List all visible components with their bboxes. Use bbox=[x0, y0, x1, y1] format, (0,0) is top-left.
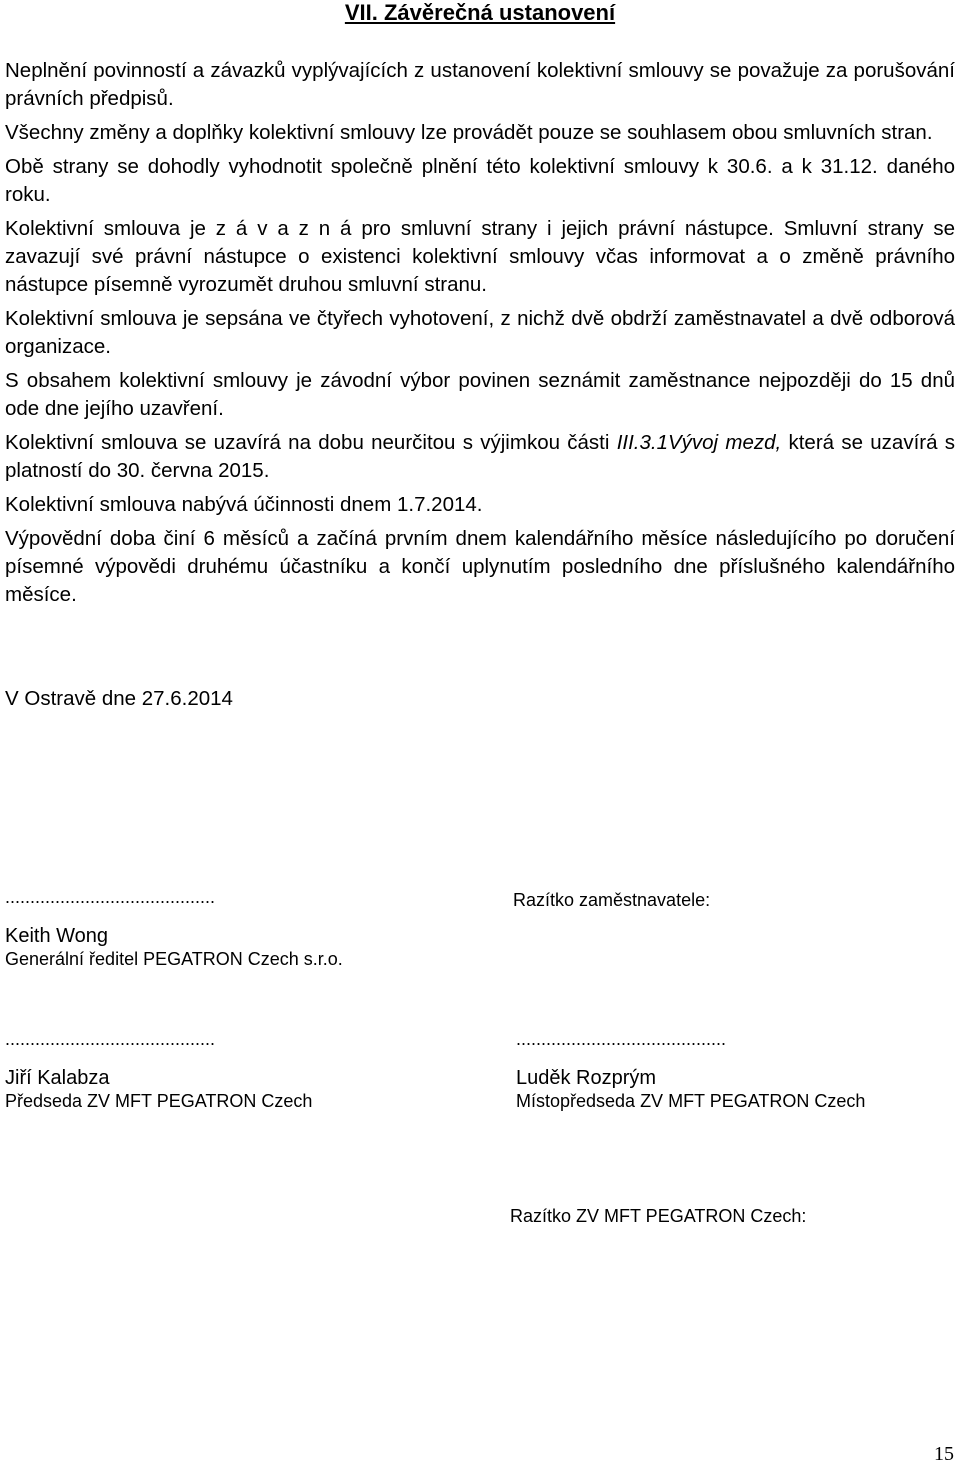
paragraph-effective: Kolektivní smlouva nabývá účinnosti dnem 1.7.2014. bbox=[5, 493, 483, 516]
signature-employer bbox=[5, 886, 343, 970]
stamp-union-label: Razítko ZV MFT PEGATRON Czech: bbox=[510, 1206, 807, 1226]
paragraph-inform-employees: S obsahem kolektivní smlouvy je závodní výbor povinen seznámit zaměstnance nejpozději do 15 dnů ode dne jejího uzavření. bbox=[5, 369, 955, 420]
signature-chair bbox=[5, 1028, 312, 1112]
section-heading: VII. Závěrečná ustanovení bbox=[344, 0, 616, 25]
signatory-role: Místopředseda ZV MFT PEGATRON Czech bbox=[516, 1091, 866, 1111]
duration-text-start: Kolektivní smlouva se uzavírá na dobu neurčitou s výjimkou části bbox=[5, 431, 617, 454]
signatory-name: Jiří Kalabza bbox=[5, 1067, 110, 1089]
signature-line: .......................................... bbox=[516, 1029, 727, 1049]
place-and-date: V Ostravě dne 27.6.2014 bbox=[5, 687, 233, 710]
paragraph-notice: Výpovědní doba činí 6 měsíců a začíná prvním dnem kalendářního měsíce následujícího po doručení písemné výpovědi druhému účastníku a končí uplynutím posledního dne příslušného kalendářního měsíce. bbox=[5, 527, 955, 606]
signature-line: .......................................... bbox=[5, 887, 216, 907]
signatory-name: Keith Wong bbox=[5, 925, 109, 947]
signatory-role: Generální ředitel PEGATRON Czech s.r.o. bbox=[5, 949, 343, 969]
signature-line: .......................................... bbox=[5, 1029, 216, 1049]
paragraph-changes: Všechny změny a doplňky kolektivní smlouvy lze provádět pouze se souhlasem obou smluvních stran. bbox=[5, 121, 933, 144]
paragraph-duration bbox=[5, 429, 955, 485]
paragraph-breach: Neplnění povinností a závazků vyplývajících z ustanovení kolektivní smlouvy se považuje za porušování právních předpisů. bbox=[5, 59, 955, 110]
paragraph-copies: Kolektivní smlouva je sepsána ve čtyřech vyhotovení, z nichž dvě obdrží zaměstnavatel a dvě odborová organizace. bbox=[5, 307, 955, 358]
signature-vice-chair bbox=[516, 1028, 865, 1112]
page-number: 15 bbox=[934, 1443, 954, 1465]
paragraph-binding: Kolektivní smlouva je z á v a z n á pro smluvní strany i jejich právní nástupce. Smluvní strany se zavazují své právní nástupce o existenci kolektivní smlouvy včas informovat a o změně právního nástupce písemně vyrozumět druhou smluvní stranu. bbox=[5, 217, 955, 296]
duration-section-reference: III.3.1Vývoj mezd, bbox=[616, 431, 782, 454]
section-body bbox=[5, 57, 955, 615]
stamp-employer-label: Razítko zaměstnavatele: bbox=[513, 890, 711, 910]
signatory-role: Předseda ZV MFT PEGATRON Czech bbox=[5, 1091, 313, 1111]
signatory-name: Luděk Rozprým bbox=[516, 1067, 657, 1089]
paragraph-evaluation: Obě strany se dohodly vyhodnotit společně plnění této kolektivní smlouvy k 30.6. a k 31.12. daného roku. bbox=[5, 155, 955, 206]
duration-text-end: která se uzavírá s platností do 30. června 2015. bbox=[5, 431, 956, 482]
